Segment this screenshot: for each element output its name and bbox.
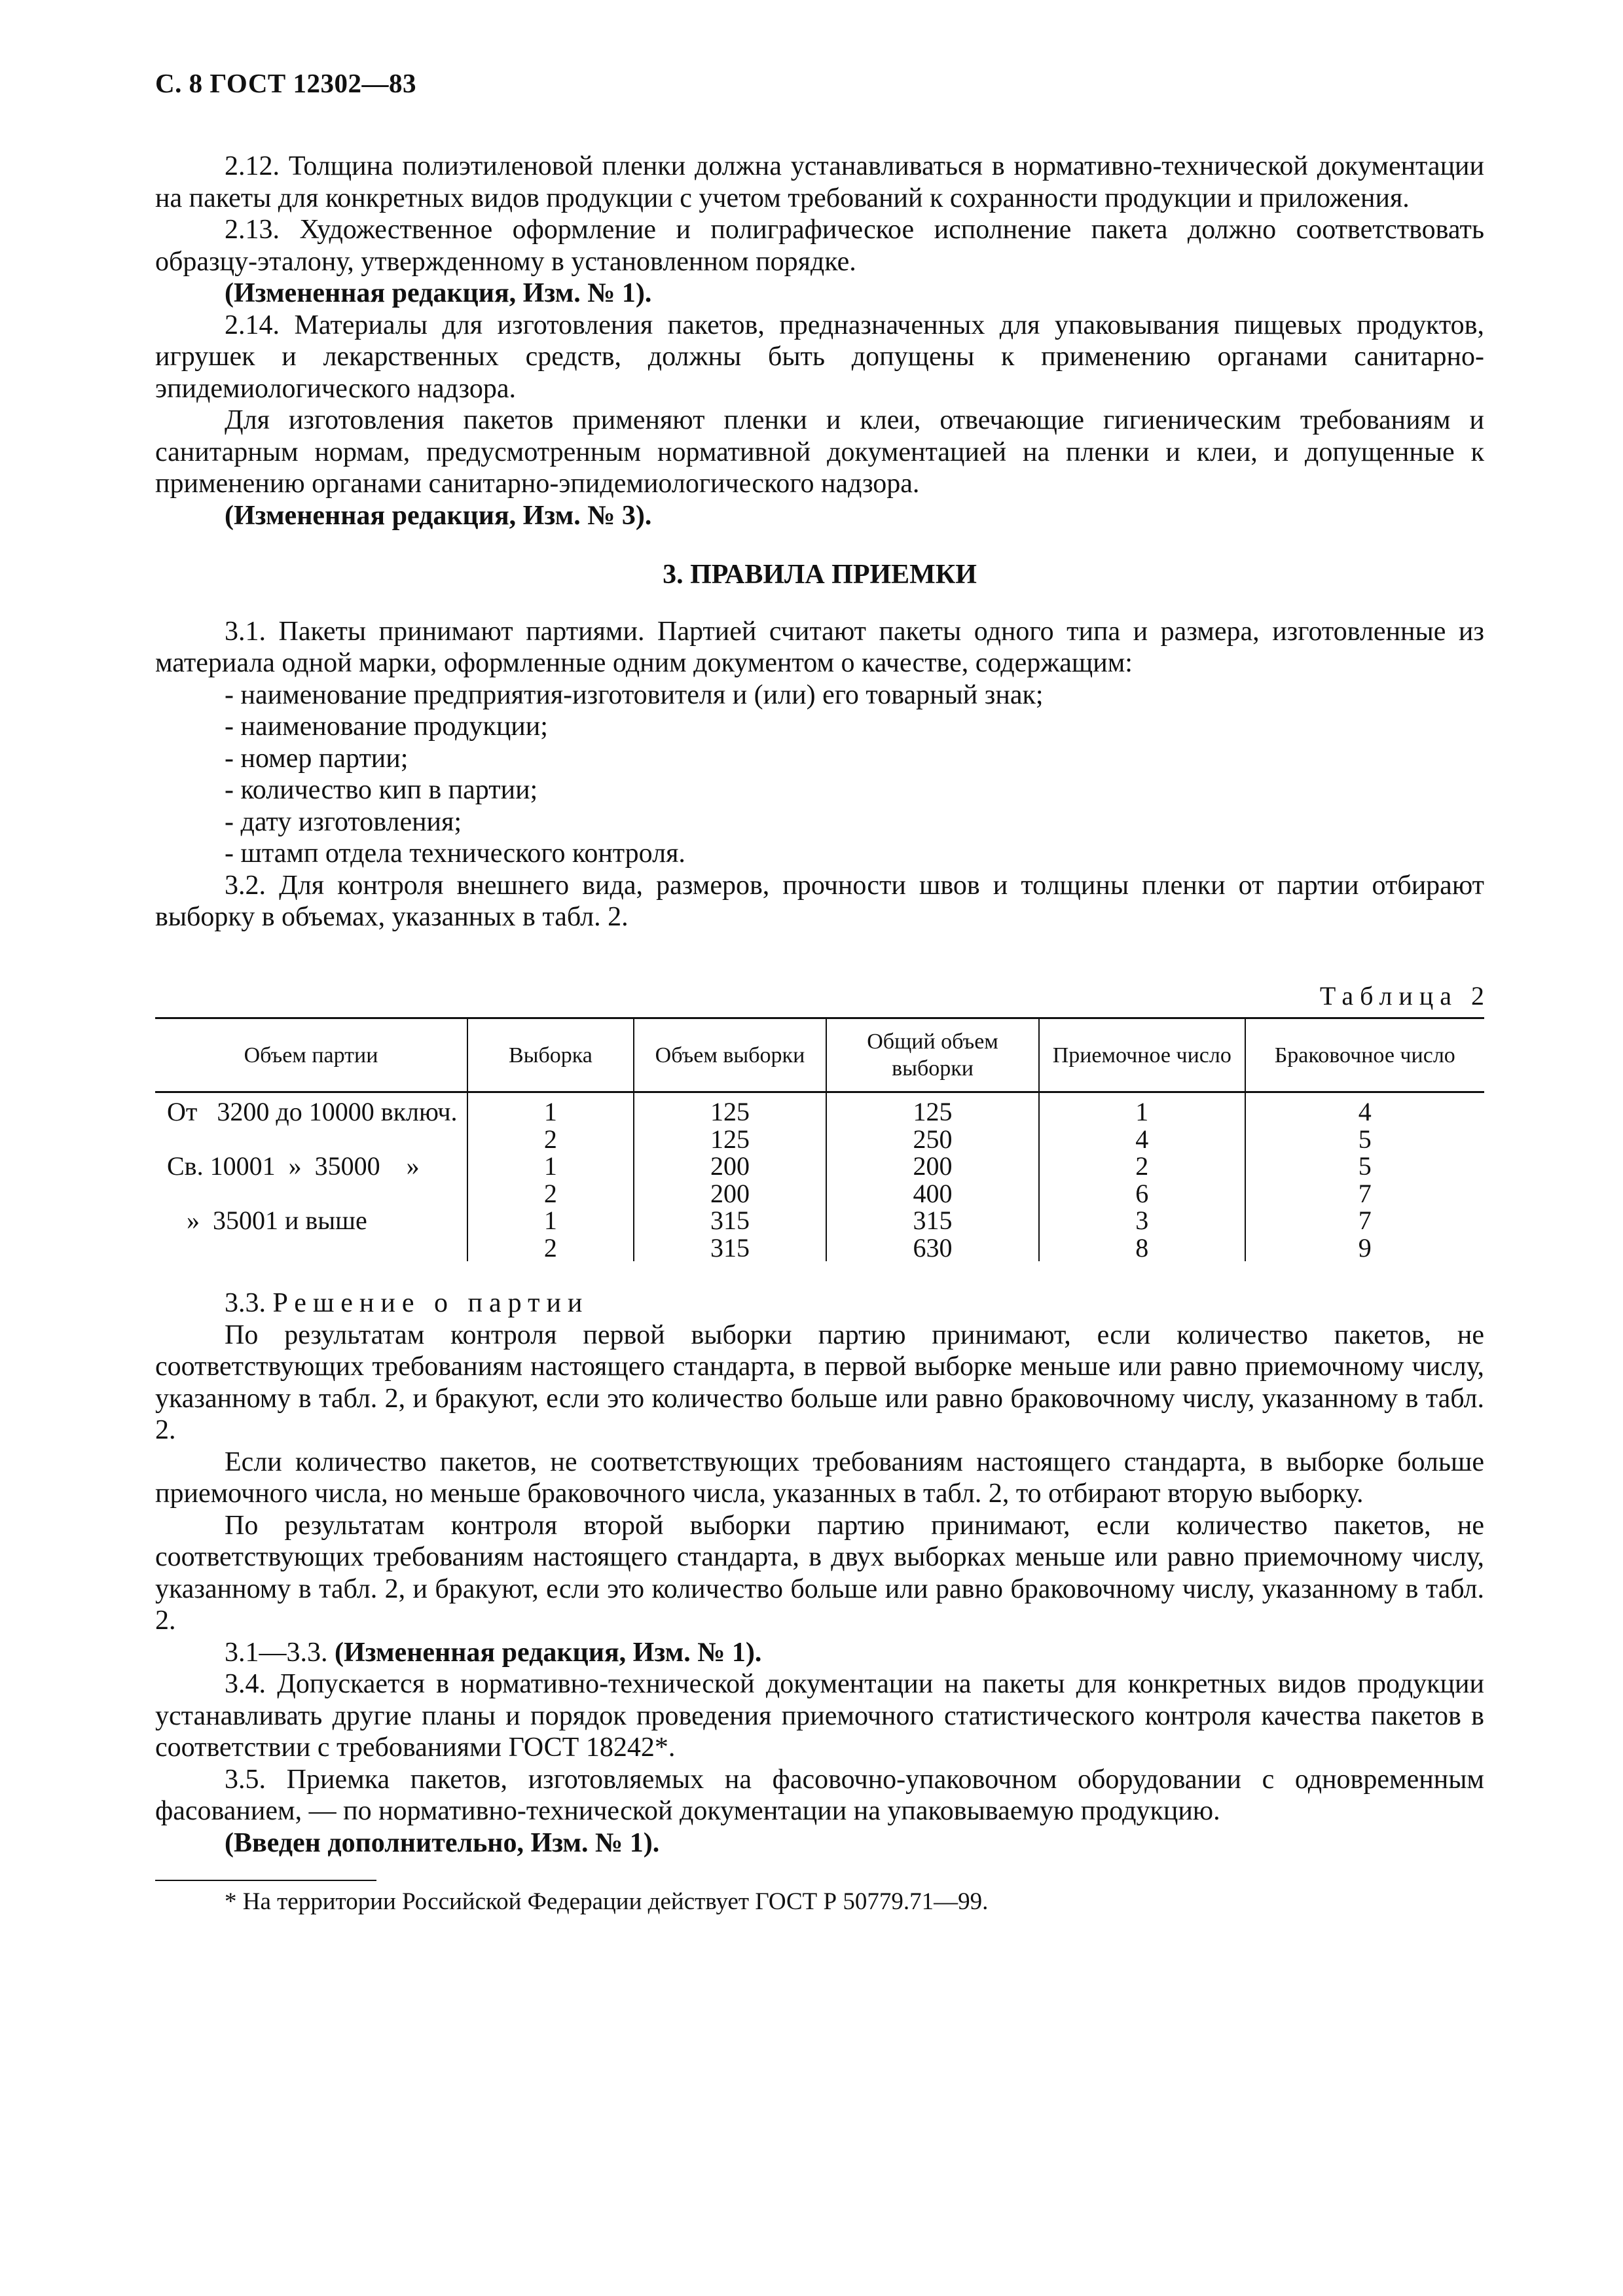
table-header-row	[155, 1018, 1484, 1092]
table-header-cell: Объем партии	[155, 1018, 467, 1092]
paragraph-3-3-heading	[155, 1287, 1484, 1319]
table-cell: 2	[1039, 1153, 1245, 1180]
table-header-cell: Объем выборки	[634, 1018, 826, 1092]
table-cell: 125	[826, 1092, 1039, 1126]
table-cell: 1	[1039, 1092, 1245, 1126]
table-cell	[155, 1126, 467, 1153]
paragraph-3-1: 3.1. Пакеты принимают партиями. Партией считают пакеты одного типа и размера, изготовленные из материала одной марки, оформленные одним документом о качестве, содержащим:	[155, 616, 1484, 678]
table-header-cell: Приемочное число	[1039, 1018, 1245, 1092]
table-cell: 7	[1245, 1180, 1484, 1208]
document-body	[155, 151, 1491, 1916]
table-cell: 2	[467, 1234, 634, 1262]
table-row	[155, 1153, 1484, 1180]
table-cell: 5	[1245, 1126, 1484, 1153]
table-cell: » 35001 и выше	[167, 1206, 367, 1235]
table-cell	[155, 1180, 467, 1208]
table-cell: 9	[1245, 1234, 1484, 1262]
table-row	[155, 1234, 1484, 1262]
amendment-note-3: (Измененная редакция, Изм. № 3).	[225, 500, 652, 531]
table-cell: 315	[634, 1207, 826, 1234]
table-cell: От 3200 до 10000 включ.	[167, 1097, 458, 1126]
table-header-cell: Браковочное число	[1245, 1018, 1484, 1092]
table-cell: 7	[1245, 1207, 1484, 1234]
list-item: - наименование предприятия-изготовителя и (или) его товарный знак;	[225, 679, 1044, 710]
paragraph-3-4: 3.4. Допускается в нормативно-технической документации на пакеты для конкретных видов продукции устанавливать другие планы и порядок проведения приемочного статистического контроля качества пакетов в соответствии с требованиями ГОСТ 18242*.	[155, 1669, 1484, 1763]
table-cell: 6	[1039, 1180, 1245, 1208]
paragraph-3-3-title: Решение о партии	[272, 1288, 589, 1318]
table-row	[155, 1126, 1484, 1153]
table-cell: 2	[467, 1126, 634, 1153]
footnote: * На территории Российской Федерации действует ГОСТ Р 50779.71—99.	[225, 1888, 989, 1915]
table-cell	[155, 1234, 467, 1262]
paragraph-2-14-continued: Для изготовления пакетов применяют пленки и клеи, отвечающие гигиеническим требованиям и санитарным нормам, предусмотренным нормативной документацией на пленки и клеи, и допущенные к применению органами санитарно-эпидемиологического надзора.	[155, 405, 1484, 499]
paragraph-3-3-b: Если количество пакетов, не соответствующих требованиям настоящего стандарта, в выборке больше приемочного числа, но меньше браковочного числа, указанных в табл. 2, то отбирают вторую выборку.	[155, 1446, 1484, 1509]
paragraph-2-13: 2.13. Художественное оформление и полиграфическое исполнение пакета должно соответствовать образцу-эталону, утвержденному в установленном порядке.	[155, 215, 1484, 277]
page-header: С. 8 ГОСТ 12302—83	[155, 68, 417, 98]
added-note: (Введен дополнительно, Изм. № 1).	[225, 1827, 660, 1858]
table-cell: 8	[1039, 1234, 1245, 1262]
paragraph-3-3-c: По результатам контроля второй выборки партию принимают, если количество пакетов, не соответствующих требованиям настоящего стандарта, в двух выборках меньше или равно приемочному числу, указанному в табл. 2, и бракуют, если это количество больше или равно браковочному числу, указанному в табл. 2.	[155, 1510, 1484, 1636]
paragraph-2-12: 2.12. Толщина полиэтиленовой пленки должна устанавливаться в нормативно-технической документации на пакеты для конкретных видов продукции с учетом требований к сохранности продукции и приложения.	[155, 151, 1484, 213]
amendment-note-3-1-3-3	[155, 1637, 1484, 1669]
table-cell: 630	[826, 1234, 1039, 1262]
table-header-cell: Общий объем выборки	[826, 1018, 1039, 1092]
table-cell: 125	[634, 1092, 826, 1126]
table-cell: 3	[1039, 1207, 1245, 1234]
paragraph-number: 3.3.	[225, 1288, 266, 1318]
amendment-note-text: (Измененная редакция, Изм. № 1).	[335, 1637, 762, 1668]
table-cell: 200	[826, 1153, 1039, 1180]
list-item: - штамп отдела технического контроля.	[225, 838, 685, 869]
amendment-note-1: (Измененная редакция, Изм. № 1).	[225, 278, 652, 308]
sampling-table	[155, 1017, 1484, 1261]
table-row	[155, 1180, 1484, 1208]
table-cell: 4	[1245, 1092, 1484, 1126]
table-cell: Св. 10001 » 35000 »	[167, 1151, 420, 1181]
list-item: - количество кип в партии;	[225, 775, 538, 805]
paragraph-3-5: 3.5. Приемка пакетов, изготовляемых на фасовочно-упаковочном оборудовании с одновременным фасованием, — по нормативно-технической документации на упаковываемую продукцию.	[155, 1764, 1484, 1826]
footnote-divider	[155, 1880, 376, 1881]
table-cell: 4	[1039, 1126, 1245, 1153]
table-cell: 1	[467, 1092, 634, 1126]
table-cell: 1	[467, 1153, 634, 1180]
table-cell: 250	[826, 1126, 1039, 1153]
table-cell: 2	[467, 1180, 634, 1208]
section-title: 3. ПРАВИЛА ПРИЕМКИ	[663, 560, 977, 590]
paragraph-3-3-a: По результатам контроля первой выборки партию принимают, если количество пакетов, не соответствующих требованиям настоящего стандарта, в первой выборке меньше или равно приемочному числу, указанному в табл. 2, и бракуют, если это количество больше или равно браковочному числу, указанному в табл. 2.	[155, 1319, 1484, 1445]
table-cell: 315	[826, 1207, 1039, 1234]
table-row	[155, 1092, 1484, 1126]
table-cell: 400	[826, 1180, 1039, 1208]
paragraph-2-14: 2.14. Материалы для изготовления пакетов, предназначенных для упаковывания пищевых продуктов, игрушек и лекарственных средств, должны быть допущены к применению органами санитарно-эпидемиологического надзора.	[155, 310, 1484, 404]
table-cell: 200	[634, 1153, 826, 1180]
table-cell: 200	[634, 1180, 826, 1208]
paragraph-3-2: 3.2. Для контроля внешнего вида, размеров, прочности швов и толщины пленки от партии отбирают выборку в объемах, указанных в табл. 2.	[155, 870, 1484, 932]
table-header-cell: Выборка	[467, 1018, 634, 1092]
list-item: - дату изготовления;	[225, 806, 462, 837]
table-cell: 315	[634, 1234, 826, 1262]
list-item: - наименование продукции;	[225, 711, 548, 742]
list-item: - номер партии;	[225, 743, 409, 774]
table-row	[155, 1207, 1484, 1234]
table-caption: Таблица 2	[1319, 980, 1491, 1011]
table-cell: 5	[1245, 1153, 1484, 1180]
table-cell: 1	[467, 1207, 634, 1234]
table-cell: 125	[634, 1126, 826, 1153]
paragraph-number: 3.1—3.3.	[225, 1637, 328, 1668]
